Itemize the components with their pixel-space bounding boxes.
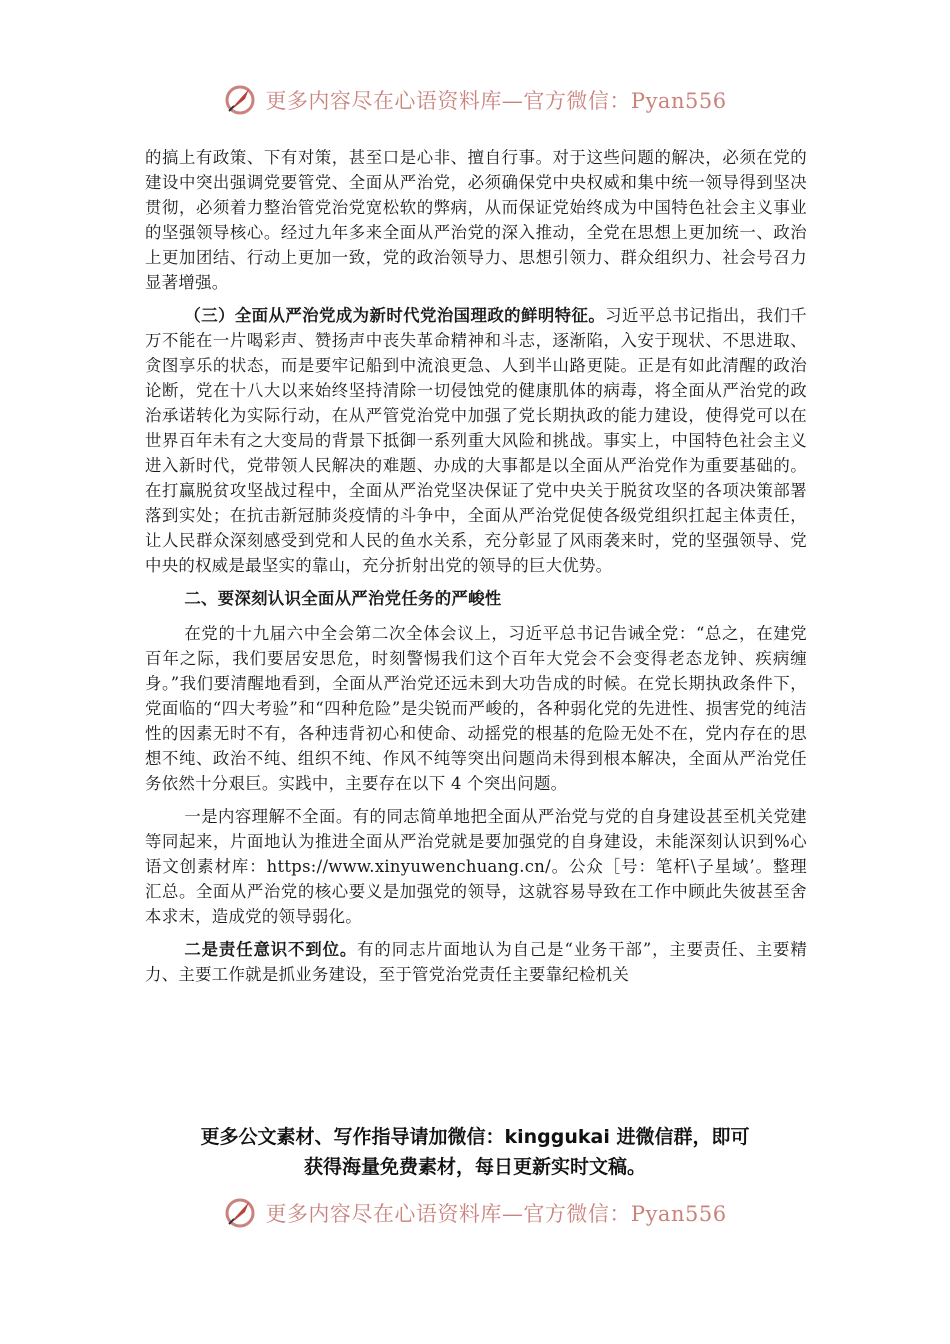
paragraph: 一是内容理解不全面。有的同志简单地把全面从严治党与党的自身建设甚至机关党建等同起来，片面地认为推进全面从严治党就是要加强党的自身建设，未能深刻认识到%心语文创素材库：https://www.xinyuwenchuang.cn/。公众［号：笔杆\子星域’。整理汇总。全面从严治党的核心要义是加强党的领导，这就容易导致在工作中顾此失彼甚至舍本求末，造成党的领导弱化。 bbox=[145, 807, 807, 926]
paragraph bbox=[145, 303, 807, 578]
paragraph-text: 习近平总书记指出，我们千万不能在一片喝彩声、赞扬声中丧失革命精神和斗志，逐渐陷，入安于现状、不思进取、贪图享乐的状态，而是要牢记船到中流浪更急、人到半山路更陡。正是有如此清醒的政治论断，党在十八大以来始终坚持清除一切侵蚀党的健康肌体的病毒，将全面从严治党的政治承诺转化为实际行动，在从严管党治党中加强了党长期执政的能力建设，使得党可以在世界百年未有之大变局的背景下抵御一系列重大风险和挑战。事实上，中国特色社会主义进入新时代，党带领人民解决的难题、办成的大事都是以全面从严治党作为重要基础的。在打赢脱贫攻坚战过程中，全面从严治党坚决保证了党中央关于脱贫攻坚的各项决策部署落到实处；在抗击新冠肺炎疫情的斗争中，全面从严治党促使各级党组织扛起主体责任，让人民群众深刻感受到党和人民的鱼水关系，充分彰显了风雨袭来时，党的坚强领导、党中央的权威是最坚实的靠山，充分折射出党的领导的巨大优势。 bbox=[145, 306, 807, 575]
document-body bbox=[145, 145, 807, 995]
footer-line: 更多公文素材、写作指导请加微信：kinggukai 进微信群，即可 bbox=[200, 1126, 750, 1148]
footer-line: 获得海量免费素材，每日更新实时文稿。 bbox=[303, 1156, 646, 1178]
watermark-header bbox=[0, 83, 950, 117]
paragraph: 的搞上有政策、下有对策，甚至口是心非、擅自行事。对于这些问题的解决，必须在党的建设中突出强调党要管党、全面从严治党，必须确保党中央权威和集中统一领导得到坚决贯彻，必须着力整治管党治党宽松软的弊病，从而保证党始终成为中国特色社会主义事业的坚强领导核心。经过九年多来全面从严治党的深入推动，全党在思想上更加统一、政治上更加团结、行动上更加一致，党的政治领导力、思想引领力、群众组织力、社会号召力显著增强。 bbox=[145, 148, 807, 292]
paragraph: 在党的十九届六中全会第二次全体会议上，习近平总书记告诫全党：“总之，在建党百年之际，我们要居安思危，时刻警惕我们这个百年大党会不会变得老态龙钟、疾病缠身。”我们要清醒地看到，全面从严治党还远未到大功告成的时候。在党长期执政条件下，党面临的“四大考验”和“四种危险”是尖锐而严峻的，各种弱化党的先进性、损害党的纯洁性的因素无时不有，各种违背初心和使命、动摇党的根基的危险无处不在，党内存在的思想不纯、政治不纯、组织不纯、作风不纯等突出问题尚未得到根本解决，全面从严治党任务依然十分艰巨。实践中，主要存在以下 4 个突出问题。 bbox=[145, 624, 807, 793]
watermark-footer bbox=[0, 1196, 950, 1230]
footer-note bbox=[0, 1122, 950, 1182]
paragraph-text: 有的同志片面地认为自己是“业务干部”，主要责任、主要精力、主要工作就是抓业务建设，至于管党治党责任主要靠纪检机关 bbox=[145, 940, 808, 984]
quill-logo-icon bbox=[223, 83, 257, 117]
watermark-text: 更多内容尽在心语资料库—官方微信：Pyan556 bbox=[265, 1202, 727, 1226]
subheading-inline: 二是责任意识不到位。 bbox=[184, 940, 358, 959]
section-heading: 二、要深刻认识全面从严治党任务的严峻性 bbox=[184, 589, 502, 608]
paragraph bbox=[145, 937, 807, 987]
quill-logo-icon bbox=[223, 1196, 257, 1230]
watermark-text: 更多内容尽在心语资料库—官方微信：Pyan556 bbox=[265, 89, 727, 113]
subheading-inline: （三）全面从严治党成为新时代党治国理政的鲜明特征。 bbox=[184, 306, 606, 325]
